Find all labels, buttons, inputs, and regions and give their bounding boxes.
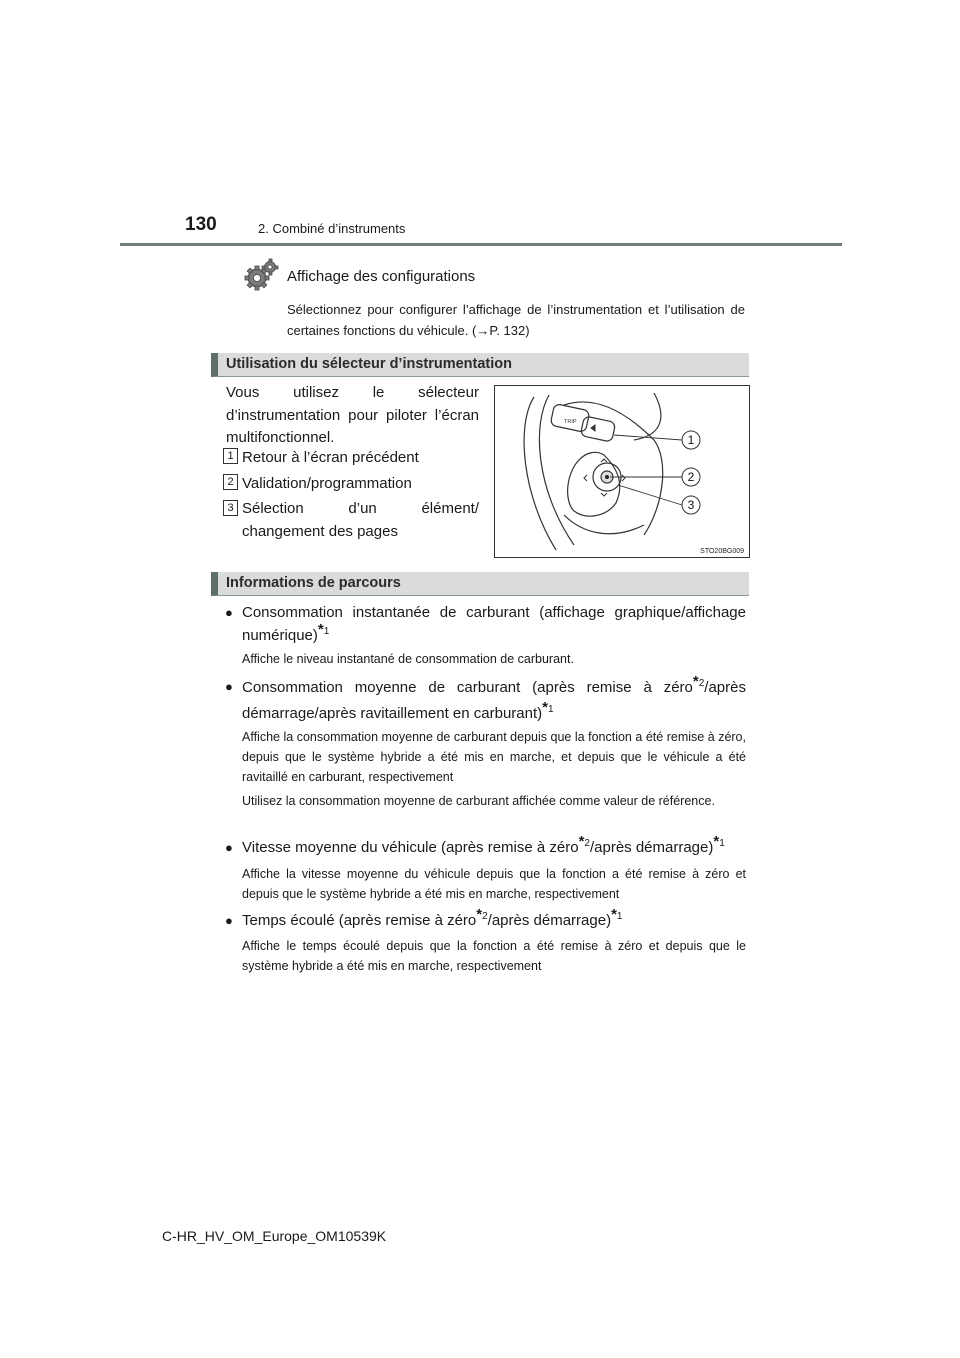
config-title: Affichage des configurations	[287, 268, 476, 285]
trip-item-desc-1: Affiche le niveau instantané de consommation de carburant.	[242, 652, 574, 666]
trip-item-desc-2b: Utilisez la consommation moyenne de carburant affichée comme valeur de référence.	[242, 794, 715, 808]
filled-circle-bullet-icon: ●	[225, 679, 233, 694]
item-label-2: Validation/programmation	[242, 475, 412, 492]
trip-item-title-2: Consommation moyenne de carburant (après remise à zéro$^{*2}$/après démarrage/après ravitaillement en carburant)$^{*1}$	[242, 673, 746, 722]
section-header-selector	[211, 353, 749, 377]
item-label-3: Sélection d’un élément/ changement des pages	[242, 500, 479, 540]
section-title: Informations de parcours	[226, 575, 401, 591]
steering-switch-illustration	[494, 385, 750, 558]
trip-item-title-4: Temps écoulé (après remise à zéro$^{*2}$/après démarrage)$^{*1}$	[242, 906, 623, 929]
callout-number-2: 2	[223, 474, 238, 490]
header-rule	[120, 243, 842, 246]
trip-button-label: TRIP	[564, 419, 577, 425]
section-title: Utilisation du sélecteur d’instrumentation	[226, 356, 513, 372]
selector-intro: Vous utilisez le sélecteur d’instrumentation pour piloter l’écran multifonctionnel.	[226, 384, 479, 446]
figure-callout-3: 3	[687, 498, 695, 512]
item-label-1: Retour à l’écran précédent	[242, 449, 419, 466]
figure-callout-1: 1	[687, 433, 695, 447]
page-number: 130	[185, 214, 217, 235]
footer-doc-code: C-HR_HV_OM_Europe_OM10539K	[162, 1228, 387, 1244]
settings-gears-icon	[242, 258, 280, 292]
figure-callout-2: 2	[687, 470, 695, 484]
figure-code: STO20BG009	[700, 548, 744, 555]
trip-item-desc-2a: Affiche la consommation moyenne de carburant depuis que la fonction a été remise à zéro, depuis que le système hybride a été mis en marche, et depuis que le véhicule a été ravitaillé en carburant, respectivement	[242, 730, 746, 784]
filled-circle-bullet-icon: ●	[225, 605, 233, 620]
trip-item-title-1: Consommation instantanée de carburant (affichage graphique/affichage numérique)$^{*1}$	[242, 604, 746, 644]
filled-circle-bullet-icon: ●	[225, 913, 233, 928]
section-header-trip-info	[211, 572, 749, 596]
config-description: Sélectionnez pour configurer l’affichage de l’instrumentation et l’utilisation de certaines fonctions du véhicule. (→P. 132)	[287, 302, 745, 338]
trip-item-title-3: Vitesse moyenne du véhicule (après remise à zéro$^{*2}$/après démarrage)$^{*1}$	[242, 833, 725, 856]
callout-number-3: 3	[223, 500, 238, 516]
chapter-title: 2. Combiné d’instruments	[258, 221, 406, 236]
trip-item-desc-3: Affiche la vitesse moyenne du véhicule depuis que la fonction a été remise à zéro et depuis que le système hybride a été mis en marche, respectivement	[242, 867, 746, 901]
filled-circle-bullet-icon: ●	[225, 840, 233, 855]
trip-item-desc-4: Affiche le temps écoulé depuis que la fonction a été remise à zéro et depuis que le système hybride a été mis en marche, respectivement	[242, 939, 746, 973]
callout-number-1: 1	[223, 448, 238, 464]
